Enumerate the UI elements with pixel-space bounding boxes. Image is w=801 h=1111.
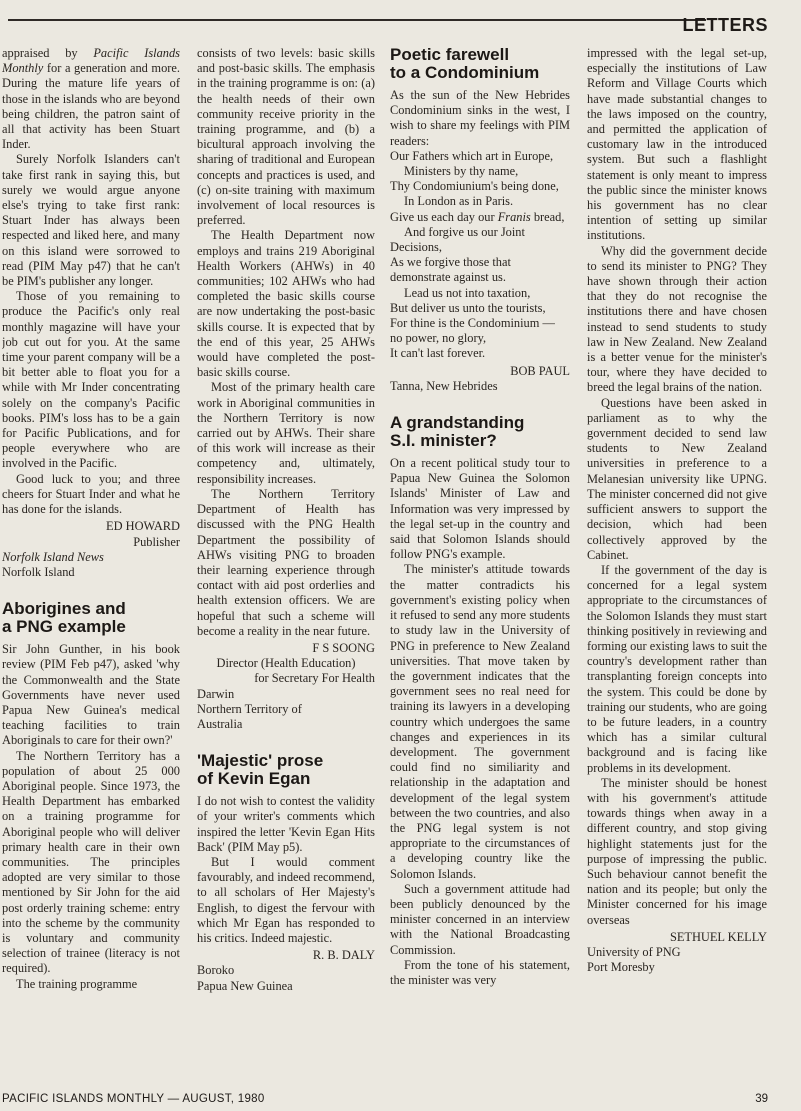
letter-paragraph: Such a government attitude had been publicly denounced by the minister concerned in an interview with the National Broadcasting Commission. (390, 881, 570, 957)
poem-line: Our Fathers which art in Europe, (390, 148, 554, 163)
page-header (0, 0, 801, 40)
column-3 (390, 46, 570, 1079)
column-4 (587, 46, 767, 1079)
poem-line: Give us each day our Franis bread, (390, 209, 565, 224)
signature-place: Papua New Guinea (197, 978, 293, 993)
letter-paragraph: The minister's attitude towards the matter contradicts his government's existing policy when it refused to send any more students to study law in the University of PNG in preference to New Zealand universities. That move taken by the government indicates that the government sees no real need for training its lawyers in a developing country which undergoes the same changes and experiences in its development. The government could find no similiarity and relationship in the adaptation and development of the legal system between the two countries, and also the PNG legal system is not appropriate to the circumstances of a developing country like the Solomon Islands. (390, 562, 570, 881)
signature-name: F S SOONG (312, 640, 375, 655)
letter-paragraph: The Health Department now employs and trains 219 Aboriginal Health Workers (AHWs) in 40 communities; 102 AHWs who had completed the basic skills course are now undertaking the post-basic skills course. It is expected that by the end of this year, 25 AHWs would have completed the post-basic skills course. (197, 228, 375, 380)
signature-title: Director (Health Education) (216, 656, 356, 671)
signature-place: Northern Territory of (197, 701, 302, 716)
poem-line: But deliver us unto the tourists, (390, 300, 546, 315)
section-title: LETTERS (682, 15, 768, 35)
signature-name: BOB PAUL (510, 363, 570, 378)
letter-paragraph: appraised by Pacific Islands Monthly for a generation and more. During the mature life years of those in the islands who are beyond being children, the patron saint of all that activity has been Stuart Inder. (2, 46, 180, 152)
letter-paragraph: Sir John Gunther, in his book review (PIM Feb p47), asked 'why the Commonwealth and the State Governments have never used Papua New Guinea's medical teaching facilities to train Aboriginals to care for their own?' (2, 642, 180, 748)
letter-paragraph: On a recent political study tour to Papua New Guinea the Solomon Islands' Minister of Law and Information was very impressed by the legal set-up in the country and said that Solomon Islands should follow PNG's example. (390, 456, 570, 562)
letter-paragraph: Why did the government decide to send its minister to PNG? They have shown through their action that they do not recognise the institutions there and have chosen instead to send students to study law in New Zealand. New Zealand is a better venue for the minister's tour, where they have decided to breed the legal brains of the nation. (587, 243, 767, 395)
letter-headline: A grandstanding S.I. minister? (390, 413, 525, 451)
poem-line: Lead us not into taxation, (404, 285, 531, 300)
signature-name: ED HOWARD (106, 519, 180, 534)
letter-paragraph: From the tone of his statement, the minister was very (390, 957, 570, 987)
letter-headline: Aborigines and a PNG example (2, 599, 126, 637)
letter-paragraph: Surely Norfolk Islanders can't take first rank in saying this, but surely we would argue anyone else's trying to take first rank: Stuart Inder has always been respected and liked here, and many on this island were sorrowed to read (PIM May p47) that he can't be PIM's publisher any longer. (2, 152, 180, 289)
letter-paragraph: consists of two levels: basic skills and post-basic skills. The emphasis in the training programme is on: (a) the health needs of their own community receive priority in the training programme, and (b) a bicultural approach involving the sharing of traditional and European concepts and practices is used, and (c) on-site training with maximum involvement of local resources is preferred. (197, 46, 375, 228)
letter-headline: Poetic farewell to a Condominium (390, 46, 540, 82)
poem-line: And forgive us our Joint Decisions, (390, 224, 525, 255)
letter-paragraph: Good luck to you; and three cheers for Stuart Inder and what he has done for the islands. (2, 471, 180, 517)
signature-place: University of PNG (587, 944, 681, 959)
poem-line: Thy Condomiunium's being done, (390, 179, 559, 194)
letter-paragraph: Questions have been asked in parliament as to why the government decided to send law students to New Zealand universities in preference to a Melanesian university like UPNG. The minister concerned did not give sufficient answers to support the decision, which had been collectively approved by the Cabinet. (587, 395, 767, 562)
header-rule (8, 19, 706, 21)
letter-paragraph: I do not wish to contest the validity of your writer's comments which inspired the letter 'Kevin Egan Hits Back' (PIM May p5). (197, 794, 375, 854)
column-1 (2, 46, 180, 1079)
letter-paragraph: The training programme (16, 976, 138, 991)
signature-place: Norfolk Island (2, 564, 75, 579)
signature-title: Publisher (133, 534, 180, 549)
signature-place: Boroko (197, 963, 235, 978)
letter-paragraph: As the sun of the New Hebrides Condominium sinks in the west, I wish to share my feelings with PIM readers: (390, 88, 570, 148)
signature-place: Darwin (197, 686, 235, 701)
letter-paragraph: The Northern Territory has a population of about 25 000 Aboriginal people. Since 1973, the Health Department has embarked on a training programme for Aboriginal people who will deliver primary health care in their own communities. The principles adopted are very similar to those mentioned by Sir John for the aid post orderly training scheme: entry into the scheme by the community is voluntary and community selection of trainee (literacy is not required). (2, 748, 180, 976)
signature-place: Australia (197, 716, 243, 731)
letter-paragraph: Those of you remaining to produce the Pacific's only real monthly magazine will have your job cut out for you. At the same time your parent company will be a bit better able to float you for a while with Mr Inder concentrating solely on the company's Pacific books. PIM's loss has to be a gain for Pacific Publications, and for people everywhere who are involved in the Pacific. (2, 289, 180, 471)
letter-paragraph: impressed with the legal set-up, especially the institutions of Law Reform and Village Courts which have made substantial changes to the laws imposed on the country, and permitted the application of customary law in the introduced system. But such a flashlight statement is only meant to impress the public since the minister knows his government has no clear intention of setting up similar institutions. (587, 46, 767, 243)
signature-name: SETHUEL KELLY (669, 929, 767, 944)
letter-headline: 'Majestic' prose of Kevin Egan (197, 751, 324, 789)
letter-paragraph: The minister should be honest with his government's attitude towards things when away in a different country, and stop giving highlight statements just for the purpose of impressing the public. Such behaviour cannot benefit the nation and its people; but only the Minister concerned for his image overseas (587, 775, 767, 927)
page-footer (0, 1089, 801, 1111)
poem-line: As we forgive those that demonstrate against us. (390, 255, 511, 285)
poem-line: For thine is the Condominium — no power, no glory, (390, 316, 555, 346)
signature-organisation: Norfolk Island News (2, 549, 104, 564)
letter-paragraph: But I would comment favourably, and indeed recommend, to all scholars of Her Majesty's English, to digest the fervour with which Mr Egan has responded to his critics. Indeed majestic. (197, 854, 375, 945)
signature-name: R. B. DALY (312, 948, 375, 963)
letter-paragraph: The Northern Territory Department of Health has discussed with the PNG Health Department the possibility of AHWs visiting PNG to broaden their learning experience through contact with aid post orderlies and health extension officers. We are hopeful that such a scheme will become a reality in the near future. (197, 486, 375, 638)
page-number: 39 (755, 1093, 768, 1105)
letter-paragraph: If the government of the day is concerned for a legal system appropriate to the circumstances of the Solomon Islands they must start thinking positively in reviewing and forming our existing laws to suit the country's development rather than transplanting foreign concepts into the system. This could be done by training our students, who are going to be future leaders, in a country which has a similar cultural background and is facing like problems in its development. (587, 562, 767, 775)
poem-line: In London as in Paris. (404, 194, 514, 209)
signature-title: for Secretary For Health (254, 671, 375, 686)
poem-line: It can't last forever. (390, 346, 486, 361)
column-2 (197, 46, 375, 1079)
signature-place: Port Moresby (587, 960, 655, 975)
letter-paragraph: Most of the primary health care work in Aboriginal communities in the Northern Territory is now carried out by AHWs. Their share of this work will increase as their competency and, ultimately, responsibility increases. (197, 380, 375, 486)
signature-place: Tanna, New Hebrides (390, 378, 498, 393)
poem-line: Ministers by thy name, (404, 164, 519, 179)
publication-line: PACIFIC ISLANDS MONTHLY — AUGUST, 1980 (2, 1093, 265, 1105)
